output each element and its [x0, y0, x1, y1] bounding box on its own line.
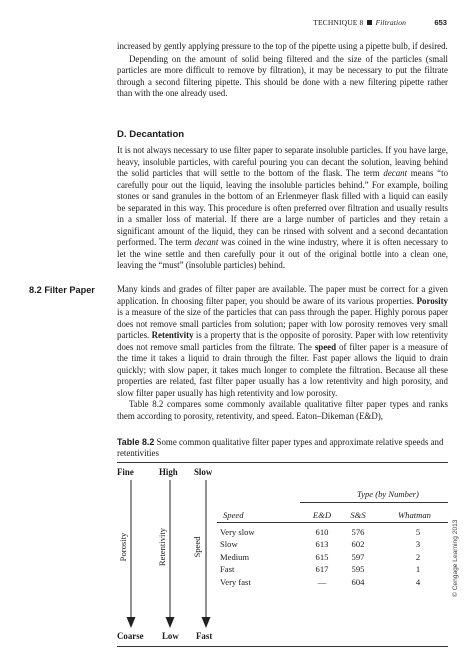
col-header-whatman: Whatman [398, 510, 431, 520]
group-header: Type (by Number) [357, 489, 419, 499]
label-low: Low [162, 631, 179, 641]
paragraph-filter-paper: Many kinds and grades of filter paper are available. The paper must be correct for a given application. In choosing filter paper, you should be aware of its various properties. Porosity is a measure of the size of the particles that can pass through the paper. Highly porous paper does not remove small particles from solution; paper with low porosity removes very small particles. Retentivity is a property that is the opposite of porosity. Paper with low retentivity does not remove small particles from the filtrate. The speed of filter paper is a measure of the time it takes a liquid to drain through the filter. Fast paper allows the liquid to drain quickly; with slow paper, it takes much longer to complete the filtration. Because all these properties are related, fast filter paper usually has a low retentivity and high porosity, and slow filter paper usually has high retentivity and low porosity. Table 8.2 compares some commonly available qualitative filter paper types and ranks them according to porosity, retentivity, and speed. Eaton–Dikeman (E&D), [117, 284, 449, 421]
section-heading-decantation: D. Decantation [117, 129, 185, 140]
side-heading-filter-paper: 8.2 Filter Paper [29, 285, 95, 295]
label-high: High [159, 467, 178, 477]
paragraph-particles: Depending on the amount of solid being filtered and the size of the particles (small particles are more difficult to remove by filtration), it may be necessary to put the filtrate through a second filtering pipette. This should be done with a new filtering pipette rather than with the one already used. [117, 53, 448, 98]
running-header [0, 18, 474, 30]
col-header-ss: S&S [350, 510, 366, 520]
retentivity-arrow-head-icon [166, 617, 175, 628]
label-coarse: Coarse [117, 631, 144, 641]
label-fine: Fine [117, 467, 134, 477]
table-bottom-rule [117, 646, 448, 647]
paragraph-decantation: It is not always necessary to use filter paper to separate insoluble particles. If you have large, heavy, insoluble particles, with careful pouring you can decant the solution, leaving behind the solid particles that will settle to the bottom of the flask. The term decant means “to carefully pour out the liquid, leaving the insoluble particles behind.” For example, boiling stones or sand granules in the bottom of an Erlenmeyer flask filled with a liquid can easily be separated in this way. This procedure is often preferred over filtration and usually results in a smaller loss of material. If there are a large number of particles and they retain a significant amount of the liquid, they can be rinsed with solvent and a second decantation performed. The term decant was coined in the wine industry, where it is often necessary to let the wine settle and then carefully pour it out of the original bottle into a clean one, leaving the “must” (insoluble particles) behind. [117, 145, 449, 270]
square-bullet-icon [367, 20, 372, 25]
label-fast: Fast [196, 631, 213, 641]
porosity-arrow-head-icon [127, 617, 136, 628]
axis-label-retentivity: Retentivity [157, 527, 167, 567]
axis-label-speed: Speed [192, 536, 202, 558]
header-section: TECHNIQUE 8 Filtration [313, 18, 406, 27]
col-header-rule [217, 522, 448, 523]
speed-arrow-head-icon [202, 617, 211, 628]
page-number: 653 [434, 18, 447, 27]
col-header-speed: Speed [223, 510, 244, 520]
col-header-ed: E&D [312, 510, 332, 520]
paragraph-continued: increased by gently applying pressure to the top of the pipette using a pipette bulb, if desired. Depending on the amount of solid being filtered and the size of the particles (small particles are more difficult to remove by filtration), it may be necessary to put the filtrate through a second filtering pipette. This should be done with a new filtering pipette rather than with the one already used. [117, 41, 448, 98]
table-top-rule [117, 462, 448, 463]
label-slow: Slow [194, 467, 213, 477]
arrows-diagram [117, 478, 217, 630]
paragraph-table-intro: Table 8.2 compares some commonly available qualitative filter paper types and ranks them according to porosity, retentivity, and speed. Eaton–Dikeman (E&D), [117, 399, 448, 421]
copyright-credit: © Cengage Learning 2013 [452, 519, 459, 597]
group-header-rule [300, 502, 448, 503]
axis-label-porosity: Porosity [118, 532, 128, 562]
table-caption: Table 8.2 Some common qualitative filter paper types and approximate relative speeds and retentivities [117, 437, 444, 458]
